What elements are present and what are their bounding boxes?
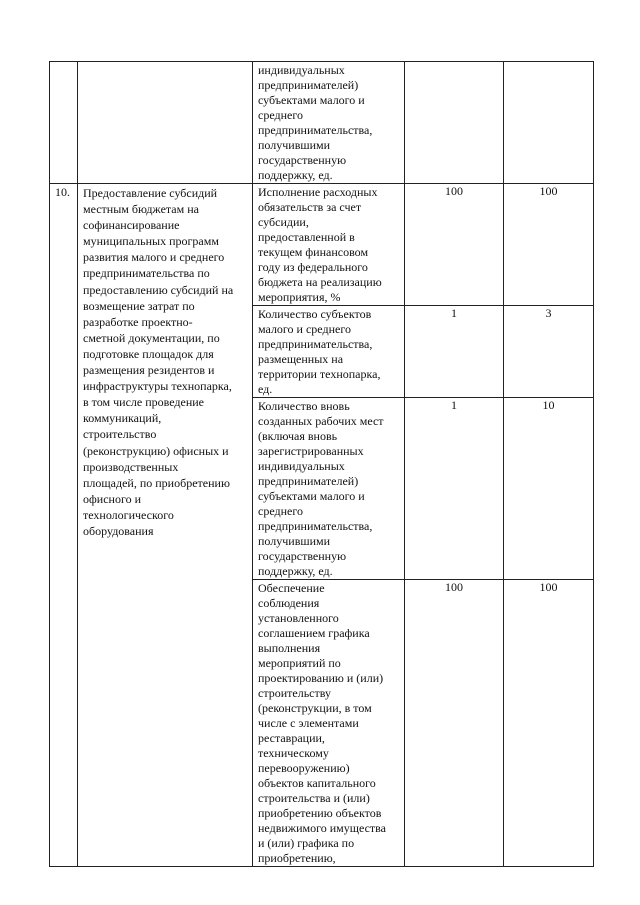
indicator-text: Обеспечение соблюдения установленного соглашением графика выполнения мероприятий по проектированию и (или) строительству (реконструкции, в том числе с элементами реставрации, техническому перевооружению) объектов капитального строительства и (или) приобретению объектов недвижимого имущества и (или) графика по приобретению,	[258, 581, 386, 865]
value-a: 1	[451, 398, 457, 412]
indicator-text: Количество вновь созданных рабочих мест (включая вновь зарегистрированных индивидуальных предпринимателей) субъектами малого и среднего предпринимательства, получившими государственную поддержку, ед.	[258, 399, 384, 578]
indicator-cell	[253, 184, 405, 306]
indicators-table	[49, 61, 594, 867]
value-b-cell	[504, 398, 594, 580]
value-b-cell	[504, 62, 594, 184]
indicator-cell	[253, 62, 405, 184]
value-b: 100	[539, 580, 558, 594]
row-number-cell	[50, 62, 78, 184]
indicator-cell	[253, 398, 405, 580]
value-a: 100	[445, 184, 463, 198]
measure-cell	[78, 184, 253, 867]
value-a-cell	[405, 62, 504, 184]
table-row	[50, 184, 594, 306]
value-b-cell	[504, 184, 594, 306]
row-number-cell	[50, 184, 78, 867]
value-a: 100	[445, 580, 463, 594]
indicator-cell	[253, 306, 405, 398]
row-number: 10.	[55, 185, 70, 199]
value-a-cell	[405, 398, 504, 580]
value-a-cell	[405, 306, 504, 398]
value-a: 1	[451, 306, 457, 320]
value-b: 10	[542, 398, 555, 412]
table-row-continued	[50, 62, 594, 184]
indicator-text: Количество субъектов малого и среднего предпринимательства, размещенных на территории технопарка, ед.	[258, 307, 381, 396]
value-b-cell	[504, 580, 594, 867]
indicator-text: индивидуальных предпринимателей) субъектами малого и среднего предпринимательства, получившими государственную поддержку, ед.	[258, 63, 373, 182]
indicator-text: Исполнение расходных обязательств за счет субсидии, предоставленной в текущем финансовом году из федерального бюджета на реализацию мероприятия, %	[258, 185, 382, 304]
measure-cell	[78, 62, 253, 184]
value-a-cell	[405, 580, 504, 867]
value-b-cell	[504, 306, 594, 398]
value-b: 100	[539, 184, 558, 198]
measure-text: Предоставление субсидий местным бюджетам на софинансирование муниципальных программ развития малого и среднего предпринимательства по предоставлению субсидий на возмещение затрат по разработке проектно- сметной документации, по подготовке площадок для размещения резидентов и инфраструктуры технопарка, в том числе проведение коммуникаций, строительство (реконструкцию) офисных и производственных площадей, по приобретению офисного и технологического оборудования	[83, 186, 234, 538]
value-b: 3	[545, 306, 552, 320]
indicator-cell	[253, 580, 405, 867]
value-a-cell	[405, 184, 504, 306]
